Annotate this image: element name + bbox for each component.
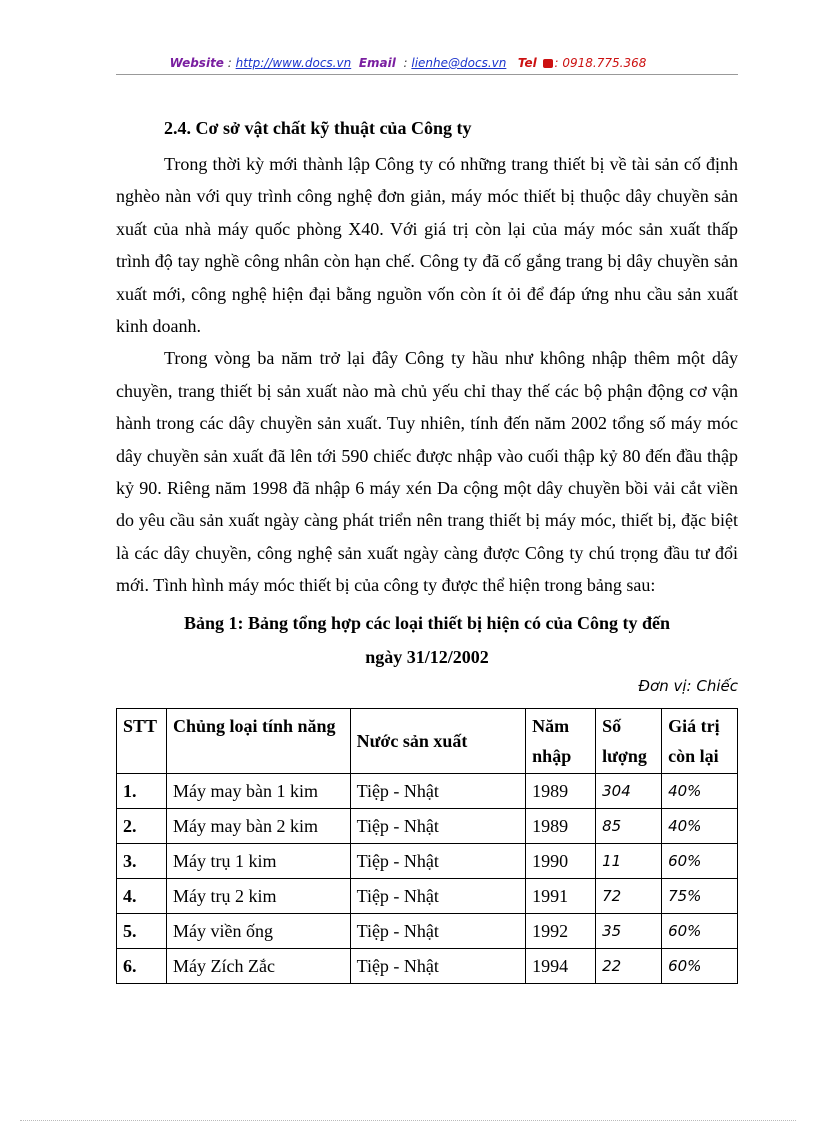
cell-stt: 1. (117, 773, 167, 808)
table-row (117, 878, 738, 913)
cell-value: 40% (662, 808, 738, 843)
cell-country: Tiệp - Nhật (350, 843, 526, 878)
cell-stt: 3. (117, 843, 167, 878)
table-row (117, 913, 738, 948)
footer-divider (20, 1120, 796, 1121)
email-link[interactable]: lienhe@docs.vn (411, 56, 507, 70)
cell-value: 60% (662, 843, 738, 878)
col-header-value: Giá trị còn lại (662, 708, 738, 773)
cell-type: Máy may bàn 2 kim (166, 808, 350, 843)
cell-qty: 85 (596, 808, 662, 843)
website-label: Website (169, 56, 224, 70)
cell-value: 75% (662, 878, 738, 913)
phone-icon (543, 59, 553, 68)
tel-label: Tel (517, 56, 537, 70)
cell-year: 1989 (526, 773, 596, 808)
table-row (117, 843, 738, 878)
page-header: Website : http://www.docs.vn Email : lienhe@docs.vn Tel : 0918.775.368 (169, 56, 647, 70)
website-link[interactable]: http://www.docs.vn (235, 56, 352, 70)
table-title-date: ngày 31/12/2002 (365, 646, 489, 667)
cell-value: 60% (662, 948, 738, 983)
cell-stt: 2. (117, 808, 167, 843)
cell-country: Tiệp - Nhật (350, 808, 526, 843)
cell-year: 1994 (526, 948, 596, 983)
cell-value: 40% (662, 773, 738, 808)
col-header-year: Năm nhập (526, 708, 596, 773)
cell-year: 1991 (526, 878, 596, 913)
table-row (117, 948, 738, 983)
header-divider (116, 74, 738, 75)
paragraph-1: Trong thời kỳ mới thành lập Công ty có những trang thiết bị về tài sản cố định nghèo nàn với quy trình công nghệ đơn giản, máy móc thiết bị thuộc dây chuyền sản xuất của nhà máy quốc phòng X40. Với giá trị còn lại của máy móc sản xuất thấp trình độ tay nghề công nhân còn hạn chế. Công ty đã cố gắng trang bị dây chuyền sản xuất mới, công nghệ hiện đại bằng nguồn vốn còn ít ỏi để đáp ứng nhu cầu sản xuất kinh doanh. (116, 154, 738, 337)
col-header-qty: Số lượng (596, 708, 662, 773)
cell-qty: 22 (596, 948, 662, 983)
section-title: 2.4. Cơ sở vật chất kỹ thuật của Công ty (164, 118, 472, 138)
email-label: Email (358, 56, 396, 70)
cell-year: 1990 (526, 843, 596, 878)
col-header-stt: STT (117, 708, 167, 773)
cell-stt: 5. (117, 913, 167, 948)
document-body (116, 112, 738, 984)
cell-stt: 4. (117, 878, 167, 913)
cell-qty: 11 (596, 843, 662, 878)
table-unit: Đơn vị: Chiếc (638, 676, 738, 695)
cell-year: 1989 (526, 808, 596, 843)
cell-value: 60% (662, 913, 738, 948)
cell-country: Tiệp - Nhật (350, 913, 526, 948)
paragraph-2: Trong vòng ba năm trở lại đây Công ty hầu như không nhập thêm một dây chuyền, trang thiết bị sản xuất nào mà chủ yếu chỉ thay thế các bộ phận động cơ vận hành trong các dây chuyền sản xuất. Tuy nhiên, tính đến năm 2002 tổng số máy móc dây chuyền sản xuất đã lên tới 590 chiếc được nhập vào cuối thập kỷ 80 đến đầu thập kỷ 90. Riêng năm 1998 đã nhập 6 máy xén Da cộng một dây chuyền bồi vải cắt viền do yêu cầu sản xuất ngày càng phát triển nên trang thiết bị máy móc, thiết bị, đặc biệt là các dây chuyền, công nghệ sản xuất ngày càng được Công ty chú trọng đầu tư đổi mới. Tình hình máy móc thiết bị của công ty được thể hiện trong bảng sau: (116, 348, 738, 596)
cell-type: Máy Zích Zắc (166, 948, 350, 983)
cell-type: Máy trụ 1 kim (166, 843, 350, 878)
cell-country: Tiệp - Nhật (350, 948, 526, 983)
table-title: Bảng 1: Bảng tổng hợp các loại thiết bị hiện có của Công ty đến (183, 612, 671, 633)
col-header-country: Nước sản xuất (350, 708, 526, 773)
cell-type: Máy viền ống (166, 913, 350, 948)
cell-type: Máy may bàn 1 kim (166, 773, 350, 808)
cell-qty: 35 (596, 913, 662, 948)
cell-stt: 6. (117, 948, 167, 983)
col-header-type: Chủng loại tính năng (166, 708, 350, 773)
cell-type: Máy trụ 2 kim (166, 878, 350, 913)
cell-country: Tiệp - Nhật (350, 878, 526, 913)
table-row (117, 773, 738, 808)
equipment-table (116, 708, 738, 984)
table-row (117, 808, 738, 843)
phone-number: : 0918.775.368 (554, 56, 647, 70)
cell-qty: 304 (596, 773, 662, 808)
table-header-row (117, 708, 738, 773)
cell-year: 1992 (526, 913, 596, 948)
cell-country: Tiệp - Nhật (350, 773, 526, 808)
cell-qty: 72 (596, 878, 662, 913)
